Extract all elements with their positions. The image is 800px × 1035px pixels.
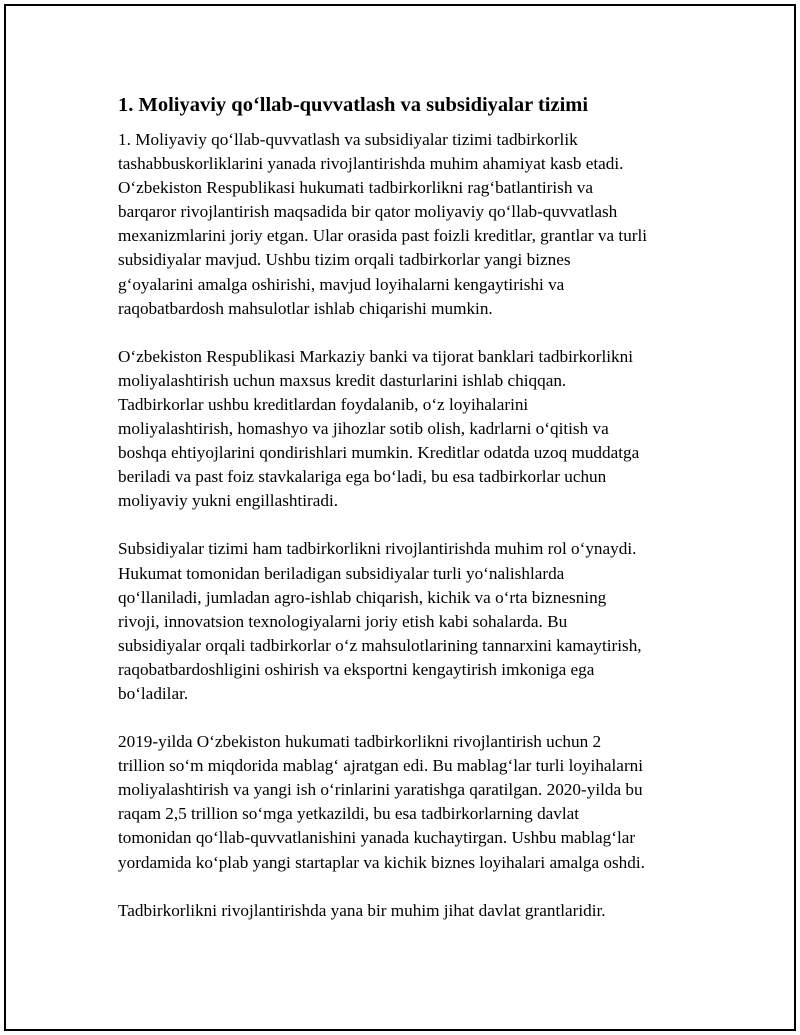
paragraph-line: moliyalashtirish va yangi ish o‘rinlarini yaratishga qaratilgan. 2020-yilda bu [118,780,643,800]
paragraph-line: O‘zbekiston Respublikasi hukumati tadbirkorlikni rag‘batlantirish va [118,178,593,198]
paragraph [118,899,698,923]
paragraph [118,345,698,514]
paragraph-line: raqobatbardosh mahsulotlar ishlab chiqarishi mumkin. [118,298,493,318]
paragraph-line: g‘oyalarini amalga oshirishi, mavjud loyihalarni kengaytirishi va [118,274,565,294]
paragraph-line: Tadbirkorlikni rivojlantirishda yana bir muhim jihat davlat grantlaridir. [118,900,606,920]
paragraph-line: moliyaviy yukni engillashtiradi. [118,491,339,511]
paragraph-line: tashabbuskorliklarini yanada rivojlantirishda muhim ahamiyat kasb etadi. [118,154,624,174]
paragraph-line: Hukumat tomonidan beriladigan subsidiyalar turli yo‘nalishlarda [118,563,565,583]
paragraph-line: bo‘ladilar. [118,683,189,703]
paragraph-line: 2019-yilda O‘zbekiston hukumati tadbirkorlikni rivojlantirish uchun 2 [118,732,602,752]
paragraph-line: qo‘llaniladi, jumladan agro-ishlab chiqarish, kichik va o‘rta biznesning [118,587,607,607]
paragraph-list [118,128,698,923]
paragraph-line: beriladi va past foiz stavkalariga ega bo‘ladi, bu esa tadbirkorlar uchun [118,467,607,487]
paragraph-line: subsidiyalar mavjud. Ushbu tizim orqali tadbirkorlar yangi biznes [118,250,571,270]
paragraph-line: boshqa ehtiyojlarini qondirishlari mumkin. Kreditlar odatda uzoq muddatga [118,443,640,463]
paragraph-line: tomonidan qo‘llab-quvvatlanishini yanada kuchaytirgan. Ushbu mablag‘lar [118,828,636,848]
paragraph [118,128,698,321]
paragraph [118,537,698,706]
paragraph-line: yordamida ko‘plab yangi startaplar va kichik biznes loyihalari amalga oshdi. [118,852,645,872]
paragraph-line: 1. Moliyaviy qo‘llab-quvvatlash va subsidiyalar tizimi tadbirkorlik [118,130,578,149]
paragraph-line: moliyalashtirish, homashyo va jihozlar sotib olish, kadrlarni o‘qitish va [118,419,609,439]
paragraph-line: trillion so‘m miqdorida mablag‘ ajratgan edi. Bu mablag‘lar turli loyihalarni [118,756,644,776]
paragraph-line: raqobatbardoshligini oshirish va eksportni kengaytirish imkoniga ega [118,659,595,679]
section-title: 1. Moliyaviy qo‘llab-quvvatlash va subsidiyalar tizimi [118,94,589,116]
paragraph-line: Subsidiyalar tizimi ham tadbirkorlikni rivojlantirishda muhim rol o‘ynaydi. [118,539,637,559]
document-body [118,91,698,947]
paragraph-line: raqam 2,5 trillion so‘mga yetkazildi, bu esa tadbirkorlarning davlat [118,804,580,824]
paragraph-line: barqaror rivojlantirish maqsadida bir qator moliyaviy qo‘llab-quvvatlash [118,202,618,222]
paragraph-line: rivoji, innovatsion texnologiyalarni joriy etish kabi sohalarda. Bu [118,611,568,631]
paragraph-line: O‘zbekiston Respublikasi Markaziy banki va tijorat banklari tadbirkorlikni [118,346,634,366]
paragraph-line: moliyalashtirish uchun maxsus kredit dasturlarini ishlab chiqqan. [118,370,567,390]
paragraph-line: Tadbirkorlar ushbu kreditlardan foydalanib, o‘z loyihalarini [118,394,529,414]
paragraph-line: subsidiyalar orqali tadbirkorlar o‘z mahsulotlarining tannarxini kamaytirish, [118,635,642,655]
paragraph [118,730,698,875]
paragraph-line: mexanizmlarini joriy etgan. Ular orasida past foizli kreditlar, grantlar va turli [118,226,648,246]
